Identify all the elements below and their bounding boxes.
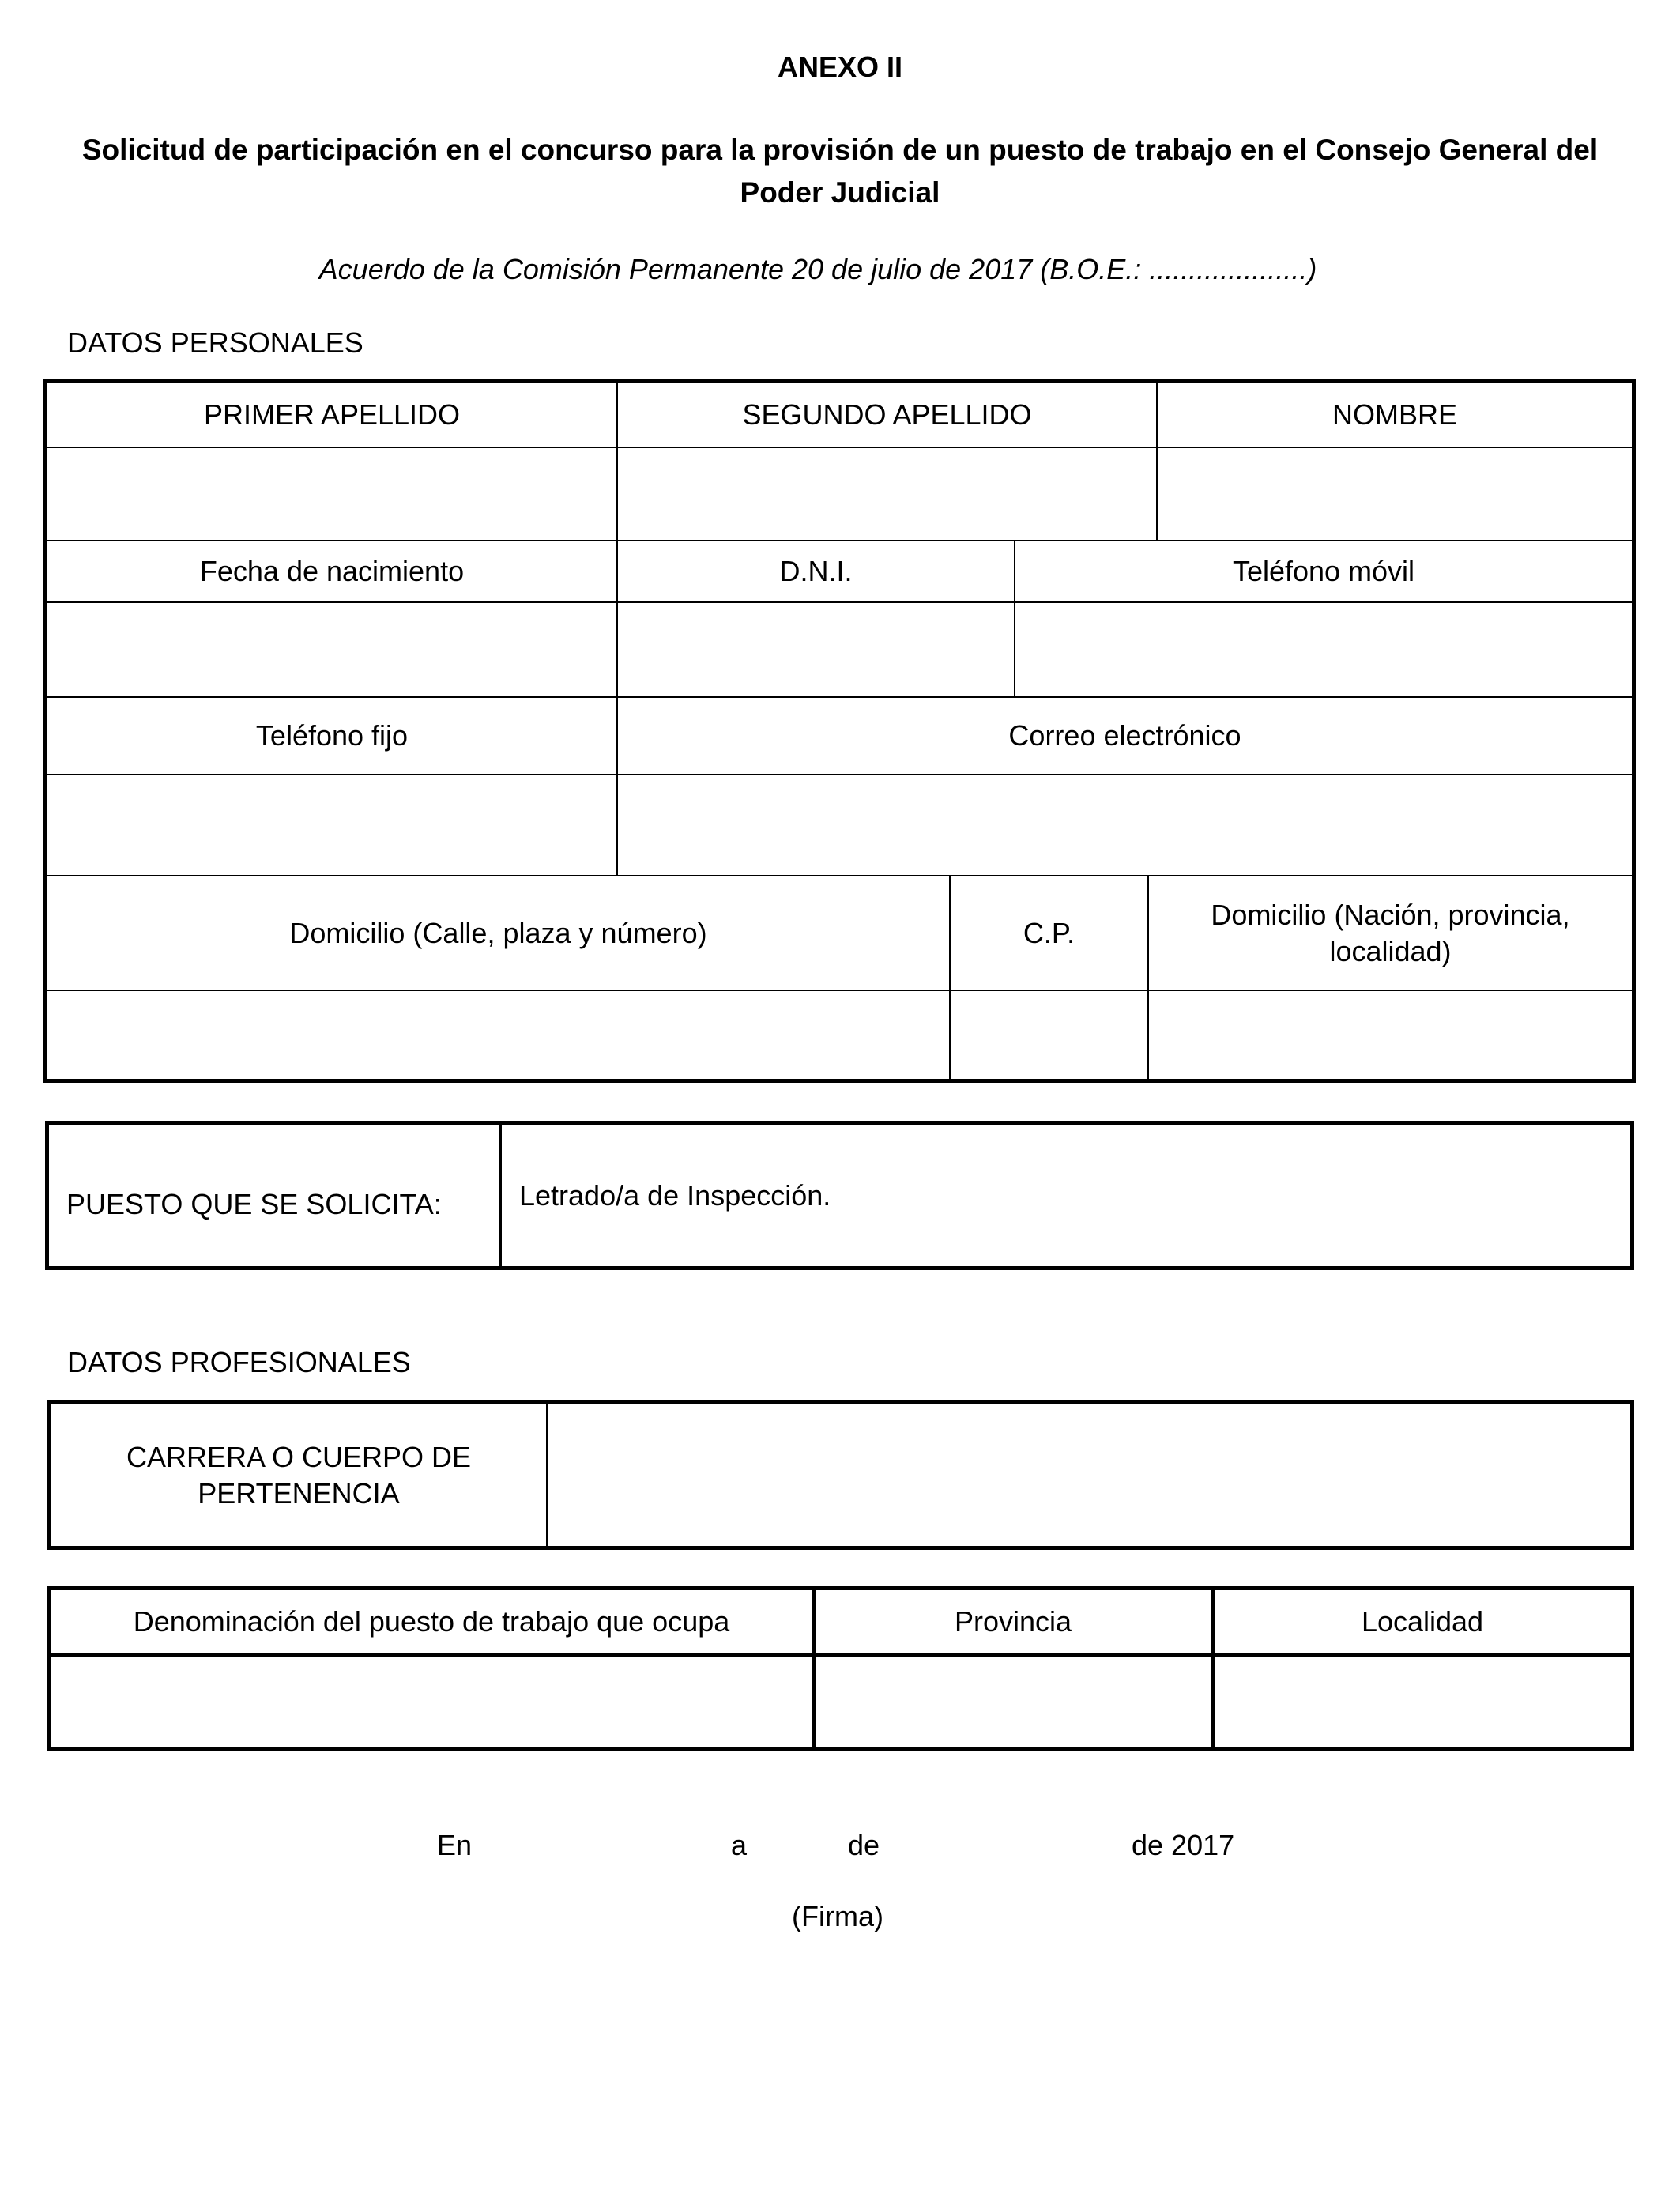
second-surname-field[interactable] <box>616 447 1156 540</box>
address-street-field[interactable] <box>47 990 949 1079</box>
name-field[interactable] <box>1156 447 1632 540</box>
job-title-field[interactable] <box>51 1653 812 1747</box>
province-header: Provincia <box>812 1590 1211 1653</box>
locality-header: Localidad <box>1211 1590 1630 1653</box>
requested-position-box <box>45 1121 1634 1270</box>
first-surname-header: PRIMER APELLIDO <box>203 398 461 431</box>
email-field[interactable] <box>616 774 1632 875</box>
first-surname-field[interactable] <box>47 447 616 540</box>
province-field[interactable] <box>812 1653 1211 1747</box>
dni-field[interactable] <box>616 601 1014 696</box>
address-region-field[interactable] <box>1147 990 1632 1079</box>
requested-position-label: PUESTO QUE SE SOLICITA: <box>66 1187 442 1220</box>
mobile-header: Teléfono móvil <box>1014 540 1632 601</box>
personal-data-heading: DATOS PERSONALES <box>67 326 363 359</box>
locality-field[interactable] <box>1211 1653 1630 1747</box>
career-label: CARRERA O CUERPO DE PERTENENCIA <box>126 1440 472 1510</box>
postal-code-header: C.P. <box>949 875 1147 990</box>
footer-de: de <box>848 1829 880 1861</box>
mobile-field[interactable] <box>1014 601 1632 696</box>
footer-en: En <box>437 1829 473 1861</box>
form-subtitle: Solicitud de participación en el concurso para la provisión de un puesto de trabajo en el Consejo General del Poder Judicial <box>81 134 1599 209</box>
address-street-header: Domicilio (Calle, plaza y número) <box>47 875 949 990</box>
signature-label: (Firma) <box>792 1900 883 1932</box>
landline-header: Teléfono fijo <box>47 696 616 774</box>
requested-position-value: Letrado/a de Inspección. <box>499 1125 1630 1266</box>
email-header: Correo electrónico <box>616 696 1632 774</box>
address-region-header: Domicilio (Nación, provincia, localidad) <box>1147 875 1632 990</box>
agreement-line: Acuerdo de la Comisión Permanente 20 de julio de 2017 (B.O.E.: ....................) <box>318 253 1317 285</box>
dni-header: D.N.I. <box>616 540 1014 601</box>
landline-field[interactable] <box>47 774 616 875</box>
annex-title: ANEXO II <box>777 51 903 83</box>
professional-data-heading: DATOS PROFESIONALES <box>67 1346 411 1378</box>
footer-de-year: de 2017 <box>1132 1829 1235 1861</box>
birth-date-header: Fecha de nacimiento <box>47 540 616 601</box>
personal-data-table <box>43 379 1636 1083</box>
footer-a: a <box>731 1829 748 1861</box>
postal-code-field[interactable] <box>949 990 1147 1079</box>
career-field[interactable] <box>546 1404 1630 1546</box>
job-title-header: Denominación del puesto de trabajo que ocupa <box>133 1605 730 1638</box>
birth-date-field[interactable] <box>47 601 616 696</box>
name-header: NOMBRE <box>1156 383 1632 447</box>
second-surname-header: SEGUNDO APELLIDO <box>616 383 1156 447</box>
career-box <box>47 1400 1634 1550</box>
current-job-table <box>47 1586 1634 1751</box>
